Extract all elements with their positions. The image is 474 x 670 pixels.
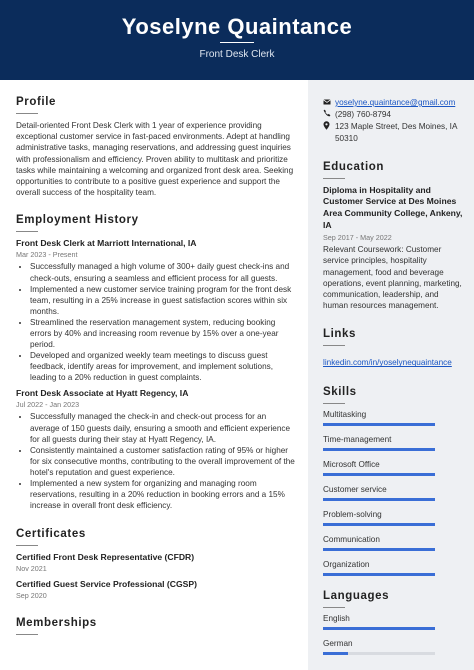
education-section — [323, 161, 463, 312]
job-bullet: • Implemented a new system for organizing and managing room reservations, resulting in a 20% reduction in booking errors and a 15% increase in overall front desk efficiency. — [30, 478, 296, 511]
section-divider — [323, 403, 345, 404]
job-entry — [16, 388, 296, 511]
skill-level-bar — [323, 498, 435, 501]
map-pin-icon — [323, 121, 335, 133]
contact-phone: (298) 760-8794 — [335, 110, 391, 120]
section-divider — [323, 345, 345, 346]
job-bullet: • Implemented a new customer service training program for the front desk team, resulting in a 25% increase in guest satisfaction scores within six months. — [30, 284, 296, 317]
header-divider — [220, 42, 254, 43]
job-bullet: • Developed and organized weekly team meetings to discuss guest feedback, identify areas for improvement, and implement solutions, leading to a 20% reduction in guest complaints. — [30, 350, 296, 383]
skill-name: Microsoft Office — [323, 460, 380, 470]
contact-phone-row — [323, 109, 463, 120]
language-name: German — [323, 639, 353, 649]
candidate-name: Yoselyne Quaintance — [121, 14, 353, 39]
skill-level-fill — [323, 423, 435, 426]
skill-name: Time-management — [323, 435, 392, 445]
job-bullets — [16, 411, 296, 511]
profile-text: Detail-oriented Front Desk Clerk with 1 year of experience providing exceptional customer service in fast-paced environments. Adept at handling administrative tasks, managing reservations, and addressing guest inquiries with professionalism and efficiency. Proven ability to multitask and prioritize tasks while maintaining a welcoming and organized front desk area. Seeking opportunities to contribute to a positive guest experience and support the overall success of the hospitality team. — [16, 121, 294, 198]
job-bullet: • Consistently maintained a customer satisfaction rating of 95% or higher for six consecutive months, contributing to the overall improvement of the hotel's reputation and guest experience. — [30, 445, 296, 478]
job-bullet: • Successfully managed the check-in and check-out process for an average of 150 guests daily, ensuring a smooth and efficient experience for all guests during their stay at Hyatt Regency, IA. — [30, 411, 296, 444]
linkedin-link[interactable]: linkedin.com/in/yoselynequaintance — [323, 358, 452, 368]
skill-name: Communication — [323, 535, 380, 545]
section-divider — [16, 113, 38, 114]
education-degree: Diploma in Hospitality and Customer Service at Des Moines Area Community College, Ankeny, IA — [323, 184, 463, 230]
job-bullet: • Successfully managed a high volume of 300+ daily guest check-ins and check-outs, ensuring a seamless and efficient process for all guests. — [30, 261, 296, 283]
contact-address-row — [323, 121, 463, 143]
skill-level-bar — [323, 473, 435, 476]
sidebar-content — [323, 97, 463, 664]
section-title-profile: Profile — [16, 96, 56, 108]
language-level-bar — [323, 627, 435, 630]
job-title: Front Desk Clerk at Marriott International, IA — [16, 238, 197, 249]
job-title: Front Desk Associate at Hyatt Regency, IA — [16, 388, 189, 399]
certificates-section — [16, 528, 296, 600]
section-divider — [16, 545, 38, 546]
profile-section — [16, 96, 296, 198]
job-bullet: • Streamlined the reservation management system, reducing booking errors by 40% and increasing room revenue by 15% over a one-year period. — [30, 317, 296, 350]
envelope-icon — [323, 97, 335, 108]
skill-name: Organization — [323, 560, 370, 570]
skill-level-bar — [323, 523, 435, 526]
section-divider — [16, 231, 38, 232]
section-title-certificates: Certificates — [16, 528, 86, 541]
section-title-links: Links — [323, 328, 357, 341]
skills-list — [323, 410, 463, 576]
job-date: Mar 2023 - Present — [16, 250, 78, 260]
skill-level-fill — [323, 448, 435, 451]
section-divider — [323, 178, 345, 179]
skills-section — [323, 386, 463, 576]
main-column — [16, 96, 296, 641]
contact-address: 123 Maple Street, Des Moines, IA 50310 — [335, 122, 457, 143]
section-title-languages: Languages — [323, 590, 390, 603]
skill-name: Problem-solving — [323, 510, 382, 520]
section-title-memberships: Memberships — [16, 617, 97, 630]
skill-level-fill — [323, 523, 435, 526]
skill-level-fill — [323, 573, 435, 576]
resume-header — [0, 0, 474, 80]
skill-level-bar — [323, 448, 435, 451]
certificate-name: Certified Guest Service Professional (CGSP) — [16, 579, 198, 590]
certificate-item — [16, 579, 296, 600]
job-date: Jul 2022 - Jan 2023 — [16, 400, 80, 410]
skill-level-fill — [323, 473, 435, 476]
education-coursework: Relevant Coursework: Customer service principles, hospitality management, food and beverage operations, event planning, marketing, communication, leadership, and human resources management. — [323, 245, 462, 311]
contact-email-link[interactable]: yoselyne.quaintance@gmail.com — [335, 98, 456, 107]
job-entry — [16, 238, 296, 383]
skill-level-bar — [323, 548, 435, 551]
job-bullets — [16, 261, 296, 383]
language-level-fill — [323, 652, 348, 655]
section-title-skills: Skills — [323, 386, 357, 399]
skill-level-bar — [323, 573, 435, 576]
skill-name: Customer service — [323, 485, 387, 495]
contact-email-row — [323, 97, 463, 108]
contact-block — [323, 97, 463, 144]
certificate-name: Certified Front Desk Representative (CFDR) — [16, 552, 195, 563]
section-divider — [16, 634, 38, 635]
languages-section — [323, 590, 463, 655]
section-divider — [323, 607, 345, 608]
skill-level-bar — [323, 423, 435, 426]
section-title-employment: Employment History — [16, 214, 139, 227]
language-name: English — [323, 614, 350, 624]
certificate-item — [16, 552, 296, 573]
employment-section — [16, 214, 296, 511]
language-level-bar — [323, 652, 435, 655]
skill-name: Multitasking — [323, 410, 367, 420]
memberships-section — [16, 617, 296, 635]
section-title-education: Education — [323, 160, 384, 173]
candidate-role: Front Desk Clerk — [199, 49, 275, 60]
links-section — [323, 328, 463, 370]
sidebar — [308, 80, 474, 670]
skill-level-fill — [323, 548, 435, 551]
certificate-date: Sep 2020 — [16, 591, 47, 601]
skill-level-fill — [323, 498, 435, 501]
language-level-fill — [323, 627, 435, 630]
certificate-date: Nov 2021 — [16, 564, 47, 574]
education-date: Sep 2017 - May 2022 — [323, 233, 392, 243]
phone-icon — [323, 109, 335, 120]
